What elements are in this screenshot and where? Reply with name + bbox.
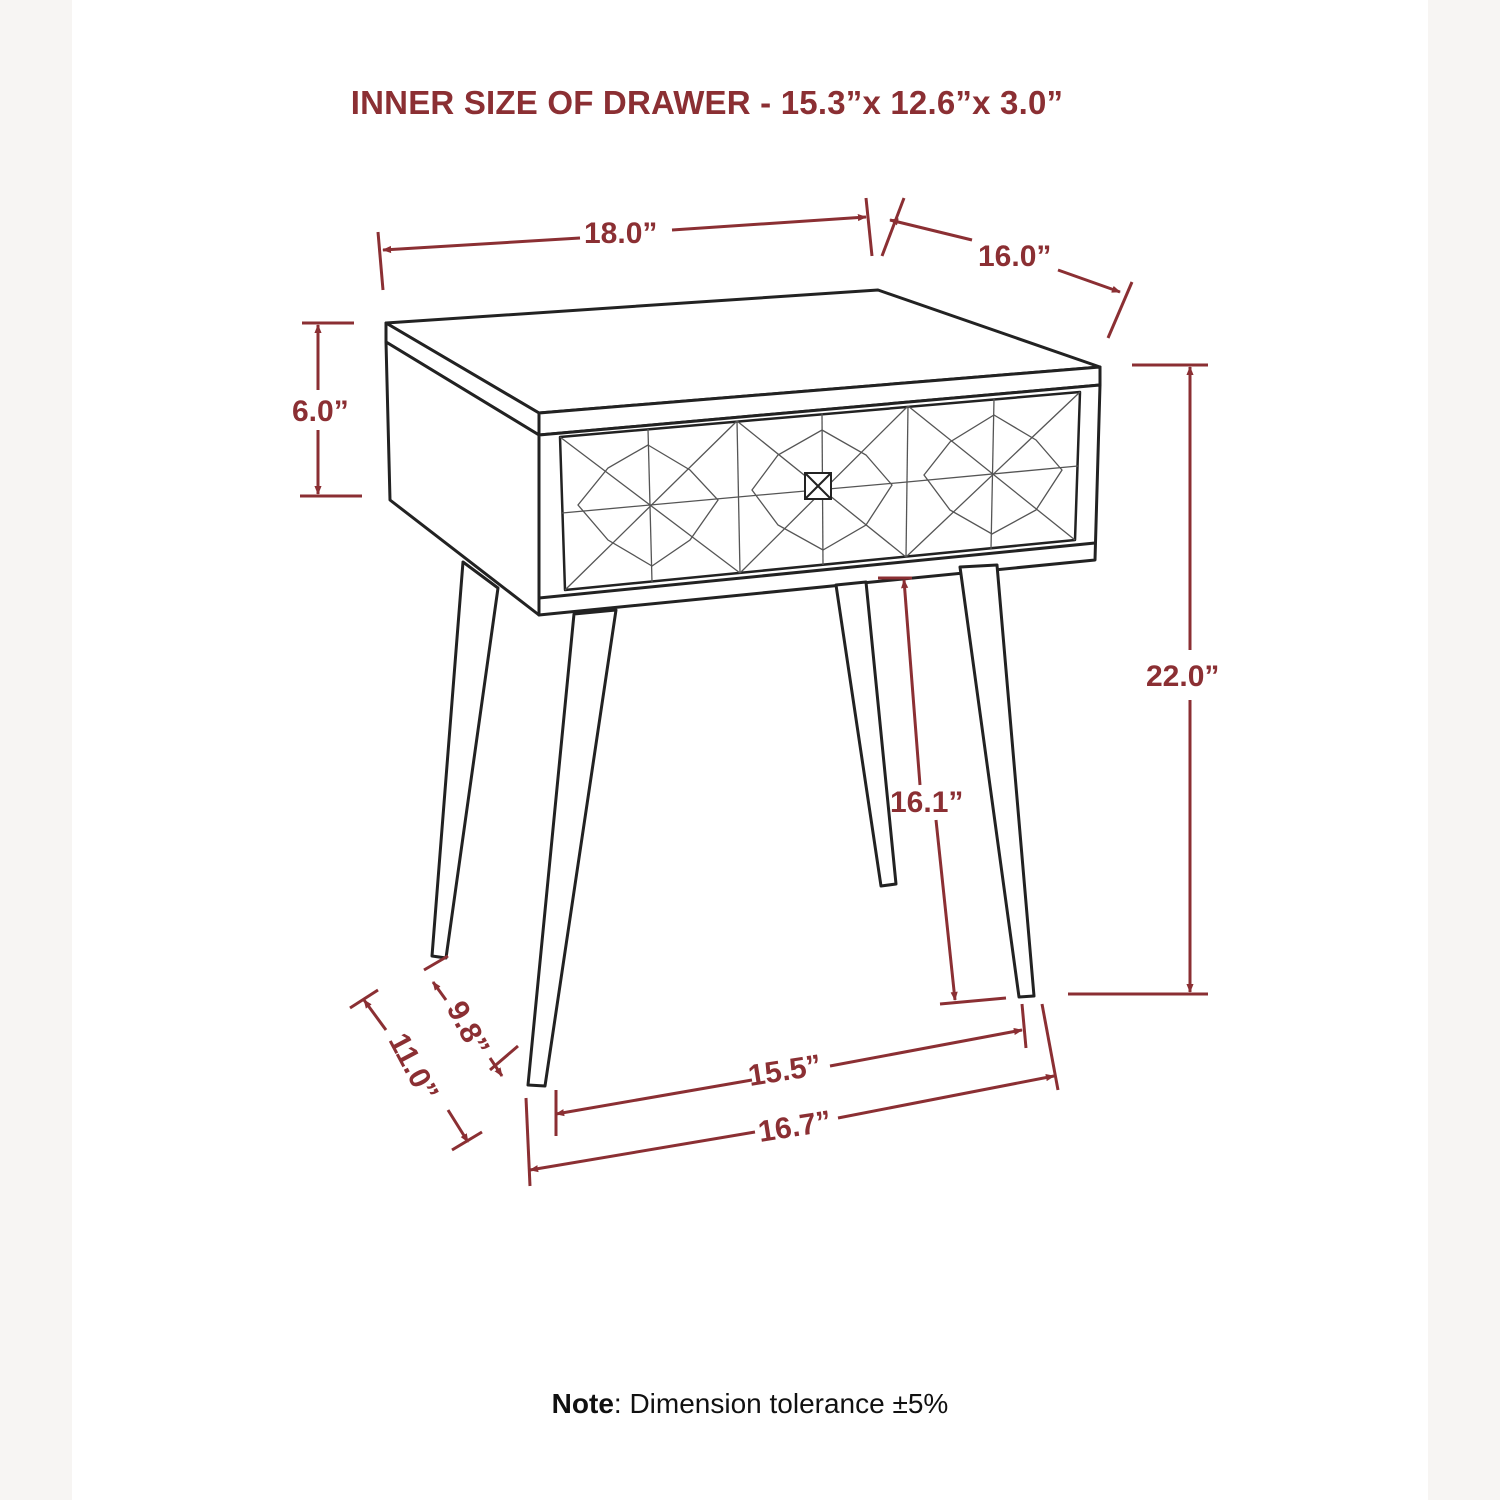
dim-depth-label: 16.0” [978, 240, 1052, 273]
dim-leg-span-front-label: 15.5” [745, 1048, 824, 1093]
dim-leg-span-side-overall-label: 11.0” [381, 1027, 445, 1107]
leg-front-left [528, 610, 616, 1086]
dim-case-height-label: 6.0” [292, 395, 349, 428]
leg-back-right [836, 582, 896, 886]
table-legs [432, 562, 1034, 1086]
dim-leg-clearance-label: 16.1” [890, 786, 964, 819]
dim-total-height-label: 22.0” [1146, 660, 1220, 693]
dim-leg-span-overall-label: 16.7” [755, 1104, 834, 1149]
dim-width-label: 18.0” [584, 217, 658, 250]
tolerance-note [0, 1388, 1500, 1420]
note-text: : Dimension tolerance ±5% [613, 1388, 949, 1419]
leg-back-left [432, 562, 498, 958]
leg-front-right [960, 565, 1034, 997]
dim-leg-span-side-label: 9.8” [439, 995, 496, 1062]
note-label: Note [551, 1388, 614, 1419]
drawer-inner-size-title: INNER SIZE OF DRAWER - 15.3”x 12.6”x 3.0” [350, 84, 1064, 121]
drawer-knob[interactable] [805, 473, 831, 499]
